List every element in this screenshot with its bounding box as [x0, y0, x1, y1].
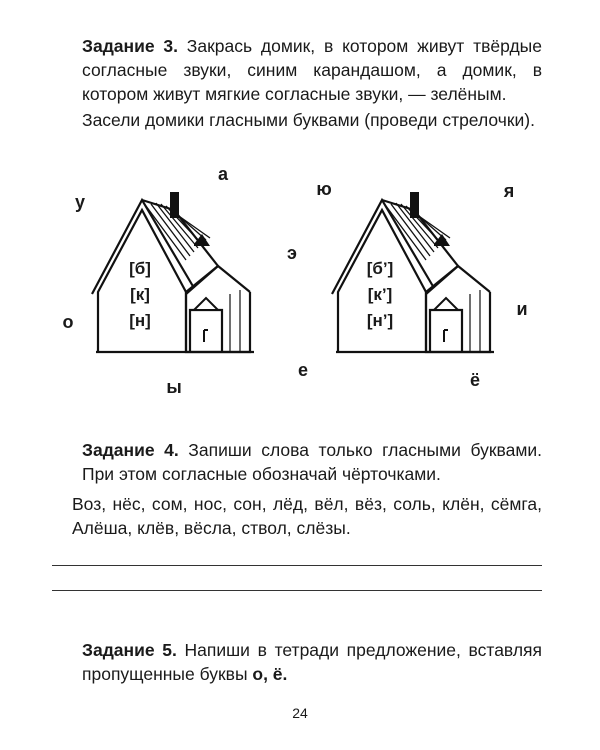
task5-letters: о, ё.	[252, 664, 288, 684]
house-drawing-icon	[330, 182, 500, 354]
vowel-a: а	[217, 164, 228, 184]
house-hard-sound-b: [б]	[129, 259, 151, 278]
task4-label: Задание 4.	[82, 440, 179, 460]
house-soft-sound-b: [б’]	[366, 259, 394, 278]
task5-instructions	[82, 638, 542, 686]
vowel-ya: я	[503, 181, 515, 201]
task4-words	[72, 492, 542, 540]
task3-text2: Засели домики гласными буквами (проведи стрелочки).	[82, 110, 535, 130]
house-hard-sound-k: [к]	[130, 285, 150, 304]
task5-label: Задание 5.	[82, 640, 177, 660]
house-soft-sound-k: [к’]	[367, 285, 393, 304]
house-drawing-icon	[90, 182, 260, 354]
house-hard-sound-n: [н]	[129, 311, 151, 330]
house-hard-consonants[interactable]	[90, 182, 260, 354]
task4-text: Запиши слова только гласными буквами. При этом согласные обозначай чёрточками.	[82, 440, 542, 484]
vowel-i: и	[516, 299, 528, 319]
vowel-u: у	[74, 192, 85, 212]
vowel-yu: ю	[316, 179, 332, 199]
house-soft-sound-n: [н’]	[366, 311, 394, 330]
vowel-y: ы	[166, 377, 182, 397]
vowel-ye: е	[297, 360, 308, 380]
page-number: 24	[292, 705, 308, 721]
task3-instructions-2	[82, 108, 542, 132]
task3-text: Закрась домик, в котором живут твёрдые согласные звуки, синим карандашом, а домик, в котором живут мягкие согласные звуки, — зелёным.	[82, 36, 542, 104]
vowel-o: о	[62, 312, 74, 332]
house-soft-consonants[interactable]	[330, 182, 500, 354]
vowel-e: э	[287, 243, 297, 263]
task3-instructions	[82, 34, 542, 106]
answer-line-2[interactable]	[52, 590, 542, 591]
task3-label: Задание 3.	[82, 36, 178, 56]
task4-instructions	[82, 438, 542, 486]
task4-words-text: Воз, нёс, сом, нос, сон, лёд, вёл, вёз, соль, клён, сёмга, Алёша, клёв, вёсла, ствол, слёзы.	[72, 494, 542, 538]
vowel-yo: ё	[469, 370, 480, 390]
answer-line-1[interactable]	[52, 565, 542, 566]
task5-text: Напиши в тетради предложение, вставляя пропущенные буквы	[82, 640, 542, 684]
